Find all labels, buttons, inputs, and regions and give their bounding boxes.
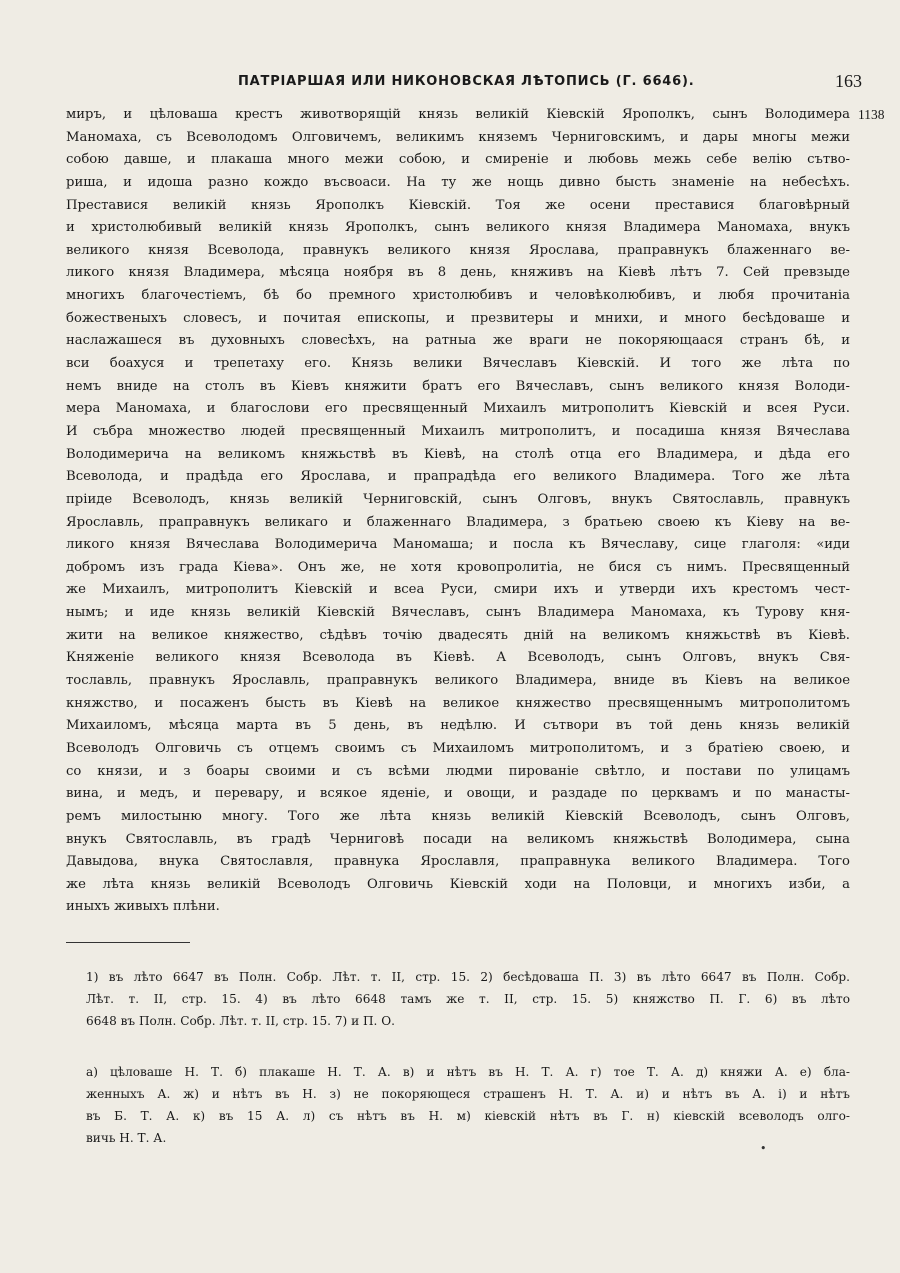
footnote-line: Лѣт. т. II, стр. 15. 4) въ лѣто 6648 тамъ же т. II, стр. 15. 5) княжство П. Г. 6) въ лѣто xyxy=(86,992,850,1006)
footnote-line: 6648 въ Полн. Собр. Лѣт. т. II, стр. 15. 7) и П. О. xyxy=(86,1014,395,1028)
text-line: ликого князя Вячеслава Володимерича Маномаша; и посла къ Вячеславу, сице глаголя: «иди xyxy=(66,537,850,553)
variant-line: а) цѣловаше Н. Т. б) плакаше Н. Т. А. в) и нѣтъ въ Н. Т. А. г) тое Т. А. д) княжи А. е) бла- xyxy=(86,1065,850,1079)
text-line: внукъ Святославль, въ градѣ Черниговѣ посади на великомъ княжьствѣ Володимера, сына xyxy=(66,831,850,847)
text-line: божественыхъ словесъ, и почитая епископы, и презвитеры и мнихи, и много бесѣдоваше и xyxy=(66,310,850,326)
text-line: иныхъ живыхъ плѣни. xyxy=(66,899,220,915)
text-line: Михаиломъ, мѣсяца марта въ 5 день, въ недѣлю. И сътвори въ той день князь великій xyxy=(66,718,850,734)
text-line: Давыдова, внука Святославля, правнука Ярославля, праправнука великого Владимера. Того xyxy=(66,854,850,870)
text-line: добромъ изъ града Кіева». Онъ же, не хотя кровопролитіа, не бися съ нимъ. Пресвященный xyxy=(66,559,850,575)
text-line: же лѣта князь великій Всеволодъ Олговичь Кіевскій ходи на Половци, и многихъ изби, а xyxy=(66,876,850,892)
text-line: Всеволода, и прадѣда его Ярослава, и прапрадѣда его великого Владимера. Того же лѣта xyxy=(66,469,850,485)
text-line: Маномаха, съ Всеволодомъ Олговичемъ, великимъ княземъ Черниговскимъ, и дары многы межи xyxy=(66,129,850,145)
text-line: княжство, и посаженъ бысть въ Кіевѣ на великое княжество пресвященнымъ митрополитомъ xyxy=(66,695,850,711)
header-title: ПАТРІАРШАЯ ИЛИ НИКОНОВСКАЯ ЛѢТОПИСЬ (Г. 6646). xyxy=(238,74,695,89)
footnote-divider xyxy=(66,942,190,943)
footnote-line: 1) въ лѣто 6647 въ Полн. Собр. Лѣт. т. II, стр. 15. 2) бесѣдоваша П. 3) въ лѣто 6647 въ Полн. Собр. xyxy=(86,970,850,984)
text-line: же Михаилъ, митрополитъ Кіевскій и всеа Руси, смири ихъ и утверди ихъ крестомъ чест- xyxy=(66,582,850,598)
text-line: Преставися великій князь Ярополкъ Кіевскій. Тоя же осени преставися благовѣрный xyxy=(66,197,850,213)
text-line: вина, и медъ, и перевару, и всякое яденіе, и овощи, и раздаде по церквамъ и по манасты- xyxy=(66,786,850,802)
text-line: Ярославль, праправнукъ великаго и блаженнаго Владимера, з братьею своею къ Кіеву на ве- xyxy=(66,514,850,530)
text-line: тославль, правнукъ Ярославль, праправнукъ великого Владимера, вниде въ Кіевъ на великое xyxy=(66,673,850,689)
footnotes xyxy=(86,966,850,1032)
text-line: нымъ; и иде князь великій Кіевскій Вячеславъ, сынъ Владимера Маномаха, къ Турову кня- xyxy=(66,605,850,621)
text-line: Всеволодъ Олговичь съ отцемъ своимъ съ Михаиломъ митрополитомъ, и з братіею своею, и xyxy=(66,740,850,756)
text-line: собою давше, и плакаша много межи собою, и смиреніе и любовь межь себе велію сътво- xyxy=(66,152,850,168)
text-line: наслажашеся въ духовныхъ словесѣхъ, на ратныа же враги не покоряющаася странъ бѣ, и xyxy=(66,333,850,349)
variant-readings xyxy=(86,1061,850,1149)
print-mark: • xyxy=(760,1142,767,1155)
text-line: миръ, и цѣловаша крестъ животворящій князь великій Кіевскій Ярополкъ, сынъ Володимера xyxy=(66,107,850,122)
text-line: Княженіе великого князя Всеволода въ Кіевѣ. А Всеволодъ, сынъ Олговъ, внукъ Свя- xyxy=(66,650,850,666)
text-line: пріиде Всеволодъ, князь великій Черниговскій, сынъ Олговъ, внукъ Святославль, правнукъ xyxy=(66,491,850,507)
text-line: многихъ благочестіемъ, бѣ бо премного христолюбивъ и человѣколюбивъ, и любя прочитаніа xyxy=(66,288,850,304)
text-line: ремъ милостыню многу. Того же лѣта князь великій Кіевскій Всеволодъ, сынъ Олговъ, xyxy=(66,808,850,824)
page-number: 163 xyxy=(835,71,862,91)
variant-line: въ Б. Т. А. к) въ 15 А. л) съ нѣтъ въ Н. м) кіевскій нѣтъ въ Г. н) кіевскій всеволодъ олго- xyxy=(86,1109,850,1123)
chronicle-text xyxy=(66,104,850,919)
text-line: вси боахуся и трепетаху его. Князь велики Вячеславъ Кіевскій. И того же лѣта по xyxy=(66,356,850,372)
variant-line: вичь Н. Т. А. xyxy=(86,1131,167,1145)
text-line: немъ вниде на столъ въ Кіевъ княжити братъ его Вячеславъ, сынъ великого князя Володи- xyxy=(66,378,850,394)
text-line: великого князя Всеволода, правнукъ великого князя Ярослава, праправнукъ блаженнаго ве- xyxy=(66,242,850,258)
text-line: риша, и идоша разно кождо въсвоаси. На ту же нощь дивно бысть знаменіе на небесѣхъ. xyxy=(66,174,850,190)
variant-line: женныхъ А. ж) и нѣтъ въ Н. з) не покоряющеся страшенъ Н. Т. А. и) и нѣтъ въ А. і) и нѣтъ xyxy=(86,1087,850,1101)
text-line: и христолюбивый великій князь Ярополкъ, сынъ великого князя Владимера Маномаха, внукъ xyxy=(66,220,850,236)
text-line: со князи, и з боары своими и съ всѣми людми пированіе свѣтло, и постави по улицамъ xyxy=(66,763,850,779)
text-line: Володимерича на великомъ княжьствѣ въ Кіевѣ, на столѣ отца его Владимера, и дѣда его xyxy=(66,446,850,462)
margin-year: 1138 xyxy=(858,107,885,122)
running-header xyxy=(62,71,862,100)
text-line: И събра множество людей пресвященный Михаилъ митрополитъ, и посадиша князя Вячеслава xyxy=(66,423,850,439)
text-line: жити на великое княжество, сѣдѣвъ точію двадесять дній на великомъ княжьствѣ въ Кіевѣ. xyxy=(66,627,850,643)
text-line: мера Маномаха, и благослови его пресвященный Михаилъ митрополитъ Кіевскій и всея Руси. xyxy=(66,401,850,417)
text-line: ликого князя Владимера, мѣсяца ноября въ 8 день, княживъ на Кіевѣ лѣтъ 7. Сей превзыде xyxy=(66,265,850,281)
